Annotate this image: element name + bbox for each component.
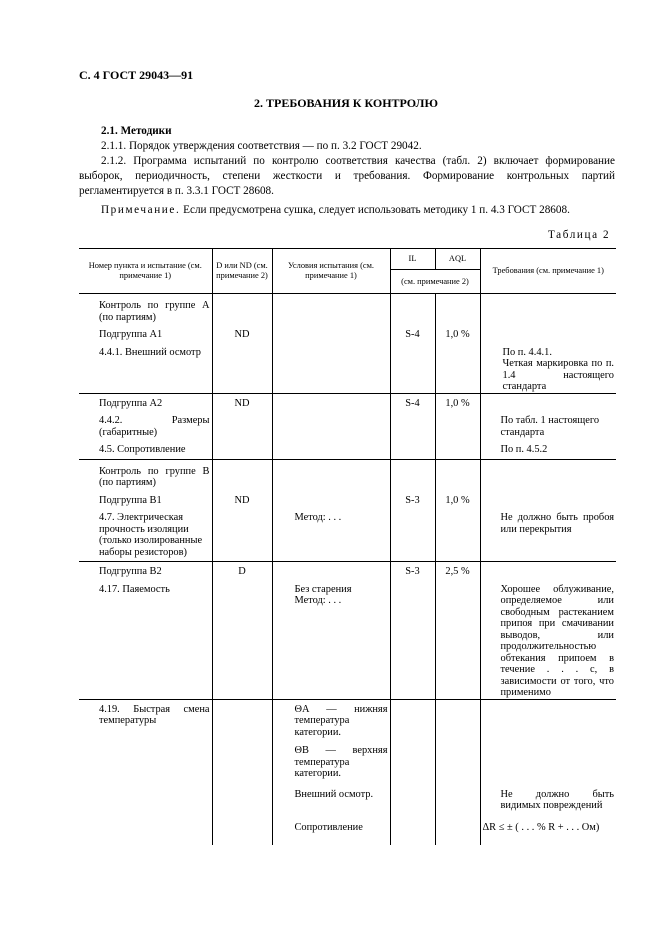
condition-visual: Внешний осмотр. [272,780,390,812]
il-value: S-3 [390,495,435,507]
requirement-text: Четкая маркировка по п. 1.4 настоящего стандарта [502,358,614,392]
col-header-aql: AQL [435,249,480,270]
requirement-resistance: ΔR ≤ ± ( . . . % R + . . . Ом) [480,812,616,846]
il-value: S-4 [390,393,435,409]
col-header-il-aql-note: (см. примечание 2) [390,270,480,294]
test-program-table [79,248,616,845]
condition-text: Без старения [294,583,352,595]
col-header-item: Номер пункта и испытание (см. примечание 1) [79,249,212,294]
paragraph-2-1-1: 2.1.1. Порядок утверждения соответствия — по п. 3.2 ГОСТ 29042. [101,140,422,152]
aql-value: 1,0 % [435,393,480,409]
col-header-d-nd: D или ND (см. примечание 2) [212,249,272,294]
condition-theta-a: ΘA — нижняя температура категории. [272,699,390,738]
test-4-5: 4.5. Сопротивление [99,444,186,455]
test-4-17: 4.17. Паяемость [99,583,170,595]
table-row [79,393,616,409]
table-header-row [79,249,616,270]
note-label: Примечание. [101,204,181,216]
group-b-title: Контроль по группе B (по партиям) [79,459,212,489]
table-row [79,329,616,341]
condition-4-7: Метод: . . . [272,512,390,562]
condition-4-17 [272,584,390,700]
d-nd-value: ND [212,495,272,507]
aql-value: 1,0 % [435,329,480,341]
col-header-requirements: Требования (см. примечание 1) [480,249,616,294]
test-4-4-1: 4.4.1. Внешний осмотр [99,346,201,358]
col-header-conditions: Условия испытания (см. примечание 1) [272,249,390,294]
table-row [79,415,616,438]
col-header-il: IL [390,249,435,270]
subgroup-b2: Подгруппа B2 [79,562,212,578]
il-value: S-4 [390,329,435,341]
paragraph-2-1-2: 2.1.2. Программа испытаний по контролю соответствия качества (табл. 2) включает формирование выборок, периодичность, степени жесткости и требования. Формирование контрольных партий регламентируется в п. 3.3.1 ГОСТ 28608. [79,155,615,197]
table-row [79,512,616,562]
subgroup-a2: Подгруппа A2 [79,393,212,409]
note [79,203,615,218]
section-title: 2. ТРЕБОВАНИЯ К КОНТРОЛЮ [254,96,438,110]
table-row [79,584,616,700]
note-text: Если предусмотрена сушка, следует использовать методику 1 п. 4.3 ГОСТ 28608. [183,204,570,216]
table-row [79,444,616,459]
d-nd-value: ND [212,329,272,341]
table-row [79,459,616,489]
subgroup-b1: Подгруппа B1 [99,494,162,506]
requirement-4-4-2: По табл. 1 настоящего стандарта [480,415,616,438]
requirement-text: По п. 4.4.1. [502,346,552,358]
d-nd-value: ND [212,393,272,409]
table-row [79,294,616,324]
subsection-title: 2.1. Методики [101,125,172,137]
condition-theta-b: ΘB — верхняя температура категории. [272,738,390,780]
aql-value: 2,5 % [435,562,480,578]
aql-value: 1,0 % [435,495,480,507]
table-row [79,562,616,578]
table-label: Таблица 2 [548,229,611,241]
page-header: С. 4 ГОСТ 29043—91 [79,68,194,82]
requirement-4-7: Не должно быть пробоя или перекрытия [480,512,616,562]
test-4-7: 4.7. Электрическая прочность изоляции (только изолированные наборы резисторов) [99,512,203,558]
table-row [79,495,616,507]
requirement-visual: Не должно быть видимых повреждений [480,780,616,812]
group-a-title: Контроль по группе A (по партиям) [99,300,210,323]
subgroup-a1: Подгруппа A1 [99,329,163,340]
condition-text: Метод: . . . [294,595,342,606]
d-nd-value: D [212,562,272,578]
test-4-4-2: 4.4.2. Размеры (габаритные) [99,415,210,438]
table-row [79,347,616,394]
requirement-4-5: По п. 4.5.2 [480,444,616,459]
requirement-4-4-1 [480,347,616,394]
il-value: S-3 [390,562,435,578]
test-4-19: 4.19. Быстрая смена температуры [79,699,212,845]
condition-resistance: Сопротивление [272,812,390,846]
requirement-4-17: Хорошее облуживание, определяемое или свободным растеканием припоя при смачивании выводов, или продолжительностью обтекания припоем в течение . . . с, в зависимости от того, что применимо [480,584,616,700]
table-row [79,699,616,738]
